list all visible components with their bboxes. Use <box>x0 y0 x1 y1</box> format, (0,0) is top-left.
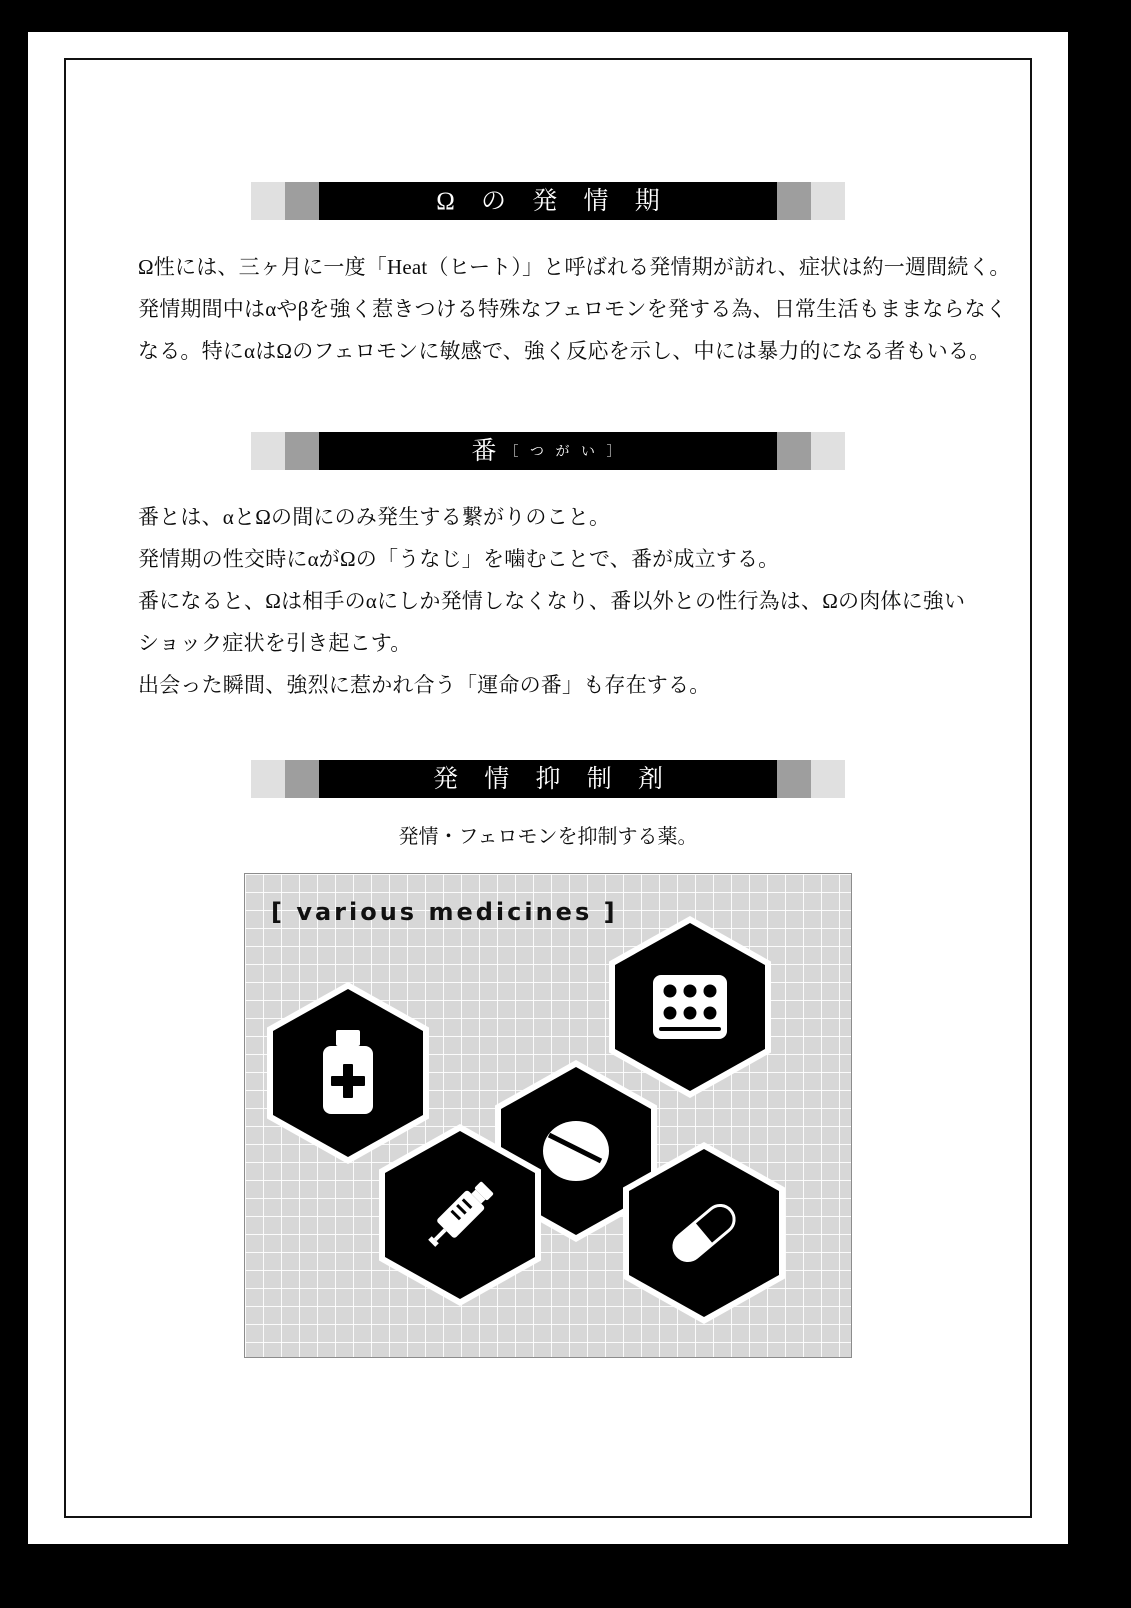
section-title-ruby: ［ つ が い ］ <box>504 445 625 460</box>
document-content <box>138 182 1011 1418</box>
body-line: 番になると、Ωは相手のαにしか発情しなくなり、番以外との性行為は、Ωの肉体に強い <box>138 589 966 613</box>
section-title-heat: Ω の 発 情 期 <box>436 187 670 215</box>
banner-center <box>319 182 777 220</box>
body-line: 番とは、αとΩの間にのみ発生する繋がりのこと。 <box>138 505 611 529</box>
body-line: なる。特にαはΩのフェロモンに敏感で、強く反応を示し、中には暴力的になる者もいる。 <box>138 339 991 363</box>
banner-segment-dark-left <box>285 182 319 220</box>
banner-segment-light-right <box>811 760 845 798</box>
panel-label: [ various medicines ] <box>271 898 618 926</box>
tablet-icon <box>537 1115 615 1187</box>
page <box>28 32 1068 1544</box>
banner-segment-light-left <box>251 182 285 220</box>
section-tsugai <box>138 432 966 706</box>
section-title-tsugai: 番 <box>471 437 499 465</box>
banner-segment-dark-left <box>285 760 319 798</box>
banner-center <box>319 760 777 798</box>
section-subtitle-suppressant: 発情・フェロモンを抑制する薬。 <box>398 826 698 848</box>
section-heading-banner <box>251 760 845 798</box>
banner-segment-dark-right <box>777 182 811 220</box>
body-line: 発情期の性交時にαがΩの「うなじ」を噛むことで、番が成立する。 <box>138 547 780 571</box>
section-title-suppressant: 発 情 抑 制 剤 <box>432 765 673 793</box>
section-heading-banner <box>251 182 845 220</box>
section-body-heat <box>138 246 1011 372</box>
body-line: 出会った瞬間、強烈に惹かれ合う「運命の番」も存在する。 <box>138 673 711 697</box>
section-suppressant <box>138 760 958 1358</box>
medicine-panel <box>244 873 852 1358</box>
body-line: Ω性には、三ヶ月に一度「Heat（ヒート）」と呼ばれる発情期が訪れ、症状は約一週間続く。 <box>138 255 1011 279</box>
syringe-icon <box>417 1172 503 1258</box>
banner-segment-dark-right <box>777 760 811 798</box>
pill-sheet-icon <box>651 973 729 1041</box>
banner-segment-dark-right <box>777 432 811 470</box>
section-body-tsugai <box>138 496 966 706</box>
body-line: 発情期間中はαやβを強く惹きつける特殊なフェロモンを発する為、日常生活もままならなく <box>138 297 1008 321</box>
banner-segment-light-left <box>251 760 285 798</box>
banner-segment-light-right <box>811 432 845 470</box>
section-heading-banner <box>251 432 845 470</box>
banner-segment-dark-left <box>285 432 319 470</box>
banner-center <box>319 432 777 470</box>
body-line: ショック症状を引き起こす。 <box>138 631 412 655</box>
medicine-bottle-icon <box>317 1030 379 1116</box>
banner-segment-light-left <box>251 432 285 470</box>
banner-segment-light-right <box>811 182 845 220</box>
capsule-icon <box>661 1190 747 1276</box>
section-heat <box>138 182 1011 372</box>
